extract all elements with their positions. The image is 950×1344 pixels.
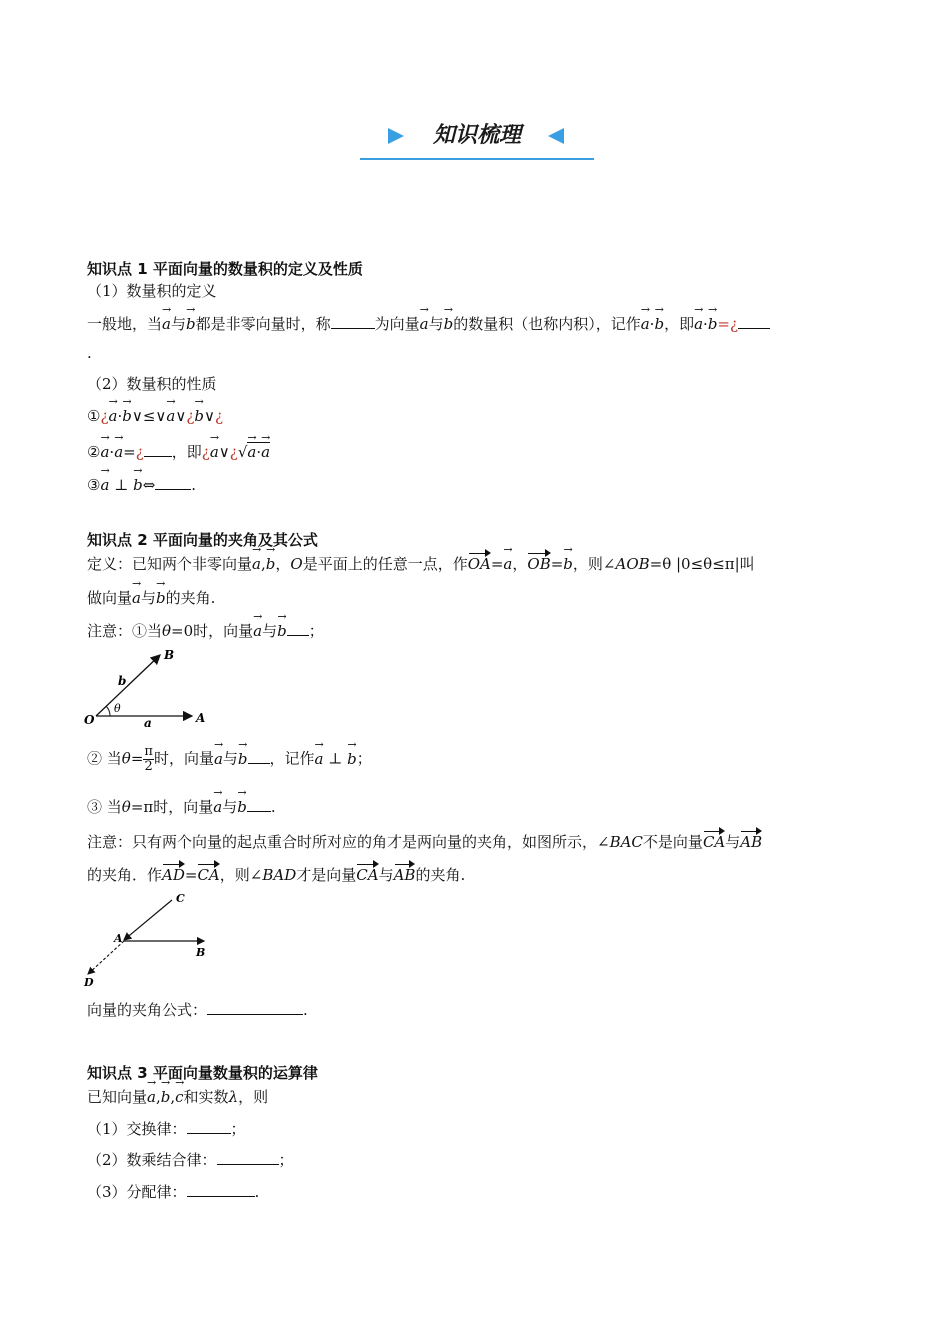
s1-sub1: （1）数量积的定义: [87, 282, 217, 300]
header-underline: [360, 158, 594, 160]
vector-CA-arrow: [124, 900, 172, 940]
blank-dot-product[interactable]: [738, 314, 770, 329]
page-title: 知识梳理: [432, 123, 521, 148]
s1-definition: 一般地，当→ a与→ b都是非零向量时，称 为向量→ a与→ b的数量积（也称内积），记作→ a·→ b，即→ a·→ b=¿: [87, 313, 770, 334]
label-B: B: [164, 648, 175, 662]
section-3-title: 知识点 3 平面向量数量积的运算律: [87, 1064, 318, 1082]
s2-note-2: ② 当θ= $\frac{\pi}{2}$ 时，向量→ a与→ b ，记作→ a ⊥ → b；: [87, 745, 372, 774]
blank-commutative[interactable]: [187, 1119, 231, 1134]
s2-note-bac: 注意：只有两个向量的起点重合时所对应的角才是两向量的夹角，如图所示，∠BAC不是向量CA与AB: [87, 833, 763, 851]
s2-definition-line2: 做向量→ a与→ b的夹角.: [87, 587, 215, 608]
label-C: C: [176, 892, 185, 905]
s1-property-1: ①¿→ a·→ b∨≤∨→ a∨¿→ b∨¿: [87, 407, 223, 425]
blank-theta-zero[interactable]: [287, 621, 309, 636]
triangle-left-icon: [548, 128, 564, 144]
section-2-title: 知识点 2 平面向量的夹角及其公式: [87, 531, 318, 549]
blank-definition[interactable]: [331, 314, 375, 329]
s3-given: 已知向量→ a,→ b,→ c和实数λ，则: [87, 1086, 268, 1107]
blank-theta-pi[interactable]: [247, 797, 271, 812]
blank-theta-half-pi[interactable]: [248, 749, 270, 764]
label-B2: B: [196, 946, 206, 959]
s2-note-1: 注意：①当θ=0时，向量→ a与→ b ；: [87, 620, 324, 641]
blank-perpendicular[interactable]: [155, 475, 191, 490]
angle-figure-1: [80, 645, 220, 735]
s2-note-bad: 的夹角．作AD=CA，则∠BAD才是向量CA与AB的夹角.: [87, 866, 466, 884]
label-O: O: [84, 713, 95, 727]
section-1-title: 知识点 1 平面向量的数量积的定义及性质: [87, 260, 363, 278]
fraction-pi-over-2: $\frac{\pi}{2}$: [144, 744, 153, 774]
blank-scalar-assoc[interactable]: [217, 1150, 279, 1165]
label-A2: A: [114, 932, 123, 945]
blank-a-dot-a[interactable]: [144, 442, 172, 457]
s1-property-2: ②→ a·→ a=¿ ，即¿→ a∨¿√→ a·→ a: [87, 441, 270, 462]
angle-arc: [106, 706, 110, 716]
s1-def-dot: .: [87, 344, 92, 362]
label-vector-a: a: [144, 716, 152, 730]
s1-sub2: （2）数量积的性质: [87, 375, 217, 393]
blank-distributive[interactable]: [187, 1182, 255, 1197]
s2-note-3: ③ 当θ=π时，向量→ a与→ b .: [87, 796, 276, 817]
angle-figure-2: [80, 888, 220, 990]
s3-law-2: （2）数乘结合律： ；: [87, 1151, 294, 1169]
section-header: [360, 112, 594, 160]
s3-law-3: （3）分配律： .: [87, 1183, 260, 1201]
label-theta: θ: [114, 702, 121, 715]
s2-definition: 定义：已知两个非零向量→ a,→ b，O是平面上的任意一点，作OA=→ a，OB=→ b，则∠AOB=θ |0≤θ≤π|叫: [87, 553, 755, 574]
label-vector-b: b: [118, 674, 127, 688]
s3-law-1: （1）交换律： ；: [87, 1120, 246, 1138]
vector-AD-dashed: [88, 941, 124, 974]
label-D: D: [84, 976, 94, 989]
triangle-right-icon: [388, 128, 404, 144]
vector-b-arrow: [96, 655, 160, 716]
s2-formula: 向量的夹角公式： .: [87, 1001, 308, 1019]
label-A: A: [196, 711, 206, 725]
s1-property-3: ③→ a ⊥ → b⇔ .: [87, 475, 196, 494]
blank-angle-formula[interactable]: [207, 1000, 303, 1015]
